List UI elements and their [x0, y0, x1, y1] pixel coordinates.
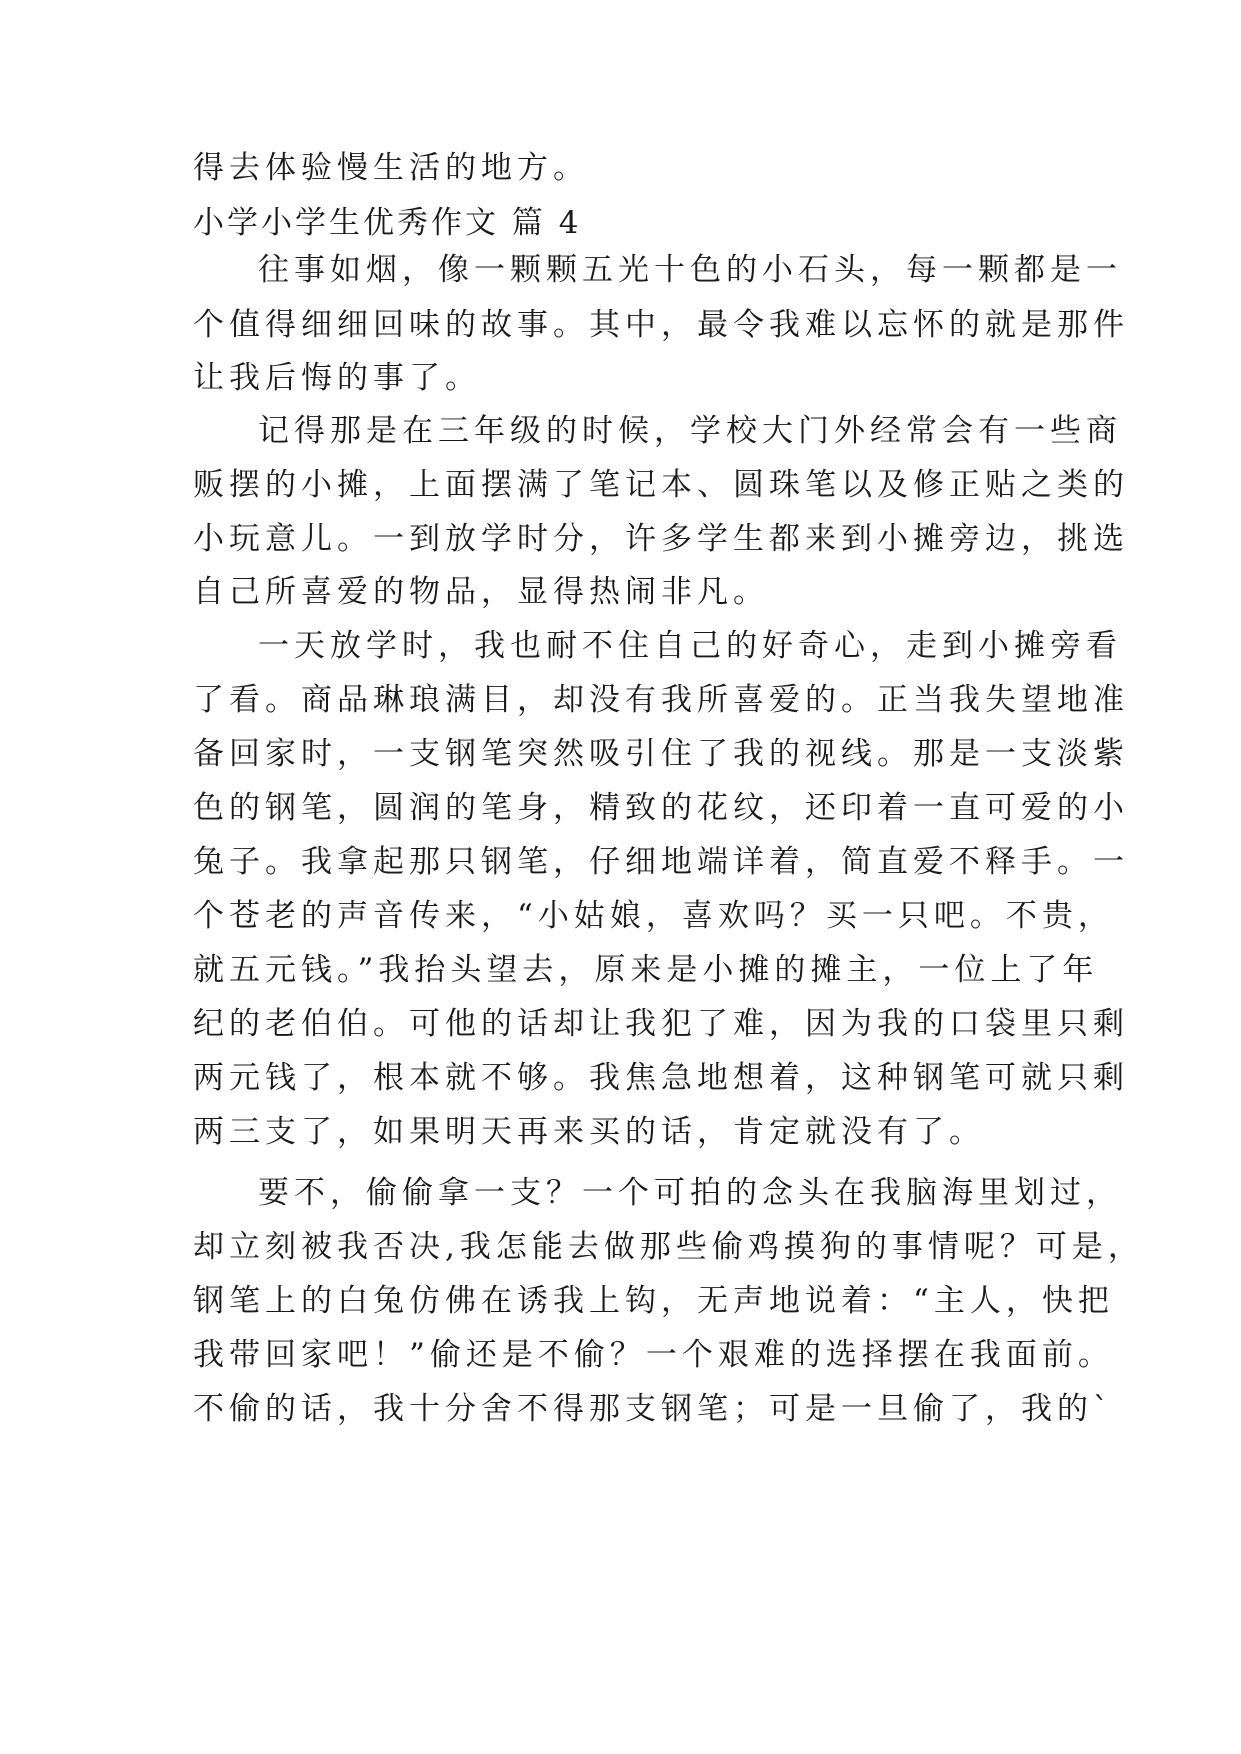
paragraph-1-line: 个值得细细回味的故事。其中，最令我难以忘怀的就是那件 — [193, 307, 1129, 343]
paragraph-2-line: 贩摆的小摊，上面摆满了笔记本、圆珠笔以及修正贴之类的 — [193, 467, 1129, 503]
paragraph-4-line: 却立刻被我否决,我怎能去做那些偷鸡摸狗的事情呢？可是， — [193, 1229, 1144, 1265]
paragraph-4-line: 我带回家吧！”偷还是不偷？一个艰难的选择摆在我面前。 — [193, 1337, 1114, 1373]
paragraph-3-line: 两元钱了，根本就不够。我焦急地想着，这种钢笔可就只剩 — [193, 1060, 1129, 1096]
paragraph-2-line: 小玩意儿。一到放学时分，许多学生都来到小摊旁边，挑选 — [193, 521, 1129, 557]
paragraph-4-line: 要不，偷偷拿一支？一个可拍的念头在我脑海里划过， — [258, 1175, 1122, 1211]
paragraph-3-line: 纪的老伯伯。可他的话却让我犯了难，因为我的口袋里只剩 — [193, 1006, 1129, 1042]
paragraph-3-line: 个苍老的声音传来，“小姑娘，喜欢吗？买一只吧。不贵， — [193, 898, 1114, 934]
paragraph-3-line: 色的钢笔，圆润的笔身，精致的花纹，还印着一直可爱的小 — [193, 790, 1129, 826]
paragraph-3-line: 了看。商品琳琅满目，却没有我所喜爱的。正当我失望地准 — [193, 682, 1129, 718]
paragraph-1-line: 让我后悔的事了。 — [193, 360, 481, 396]
paragraph-3-line: 一天放学时，我也耐不住自己的好奇心，走到小摊旁看 — [258, 628, 1122, 664]
paragraph-3-line: 两三支了，如果明天再来买的话，肯定就没有了。 — [193, 1114, 985, 1150]
paragraph-1-line: 往事如烟，像一颗颗五光十色的小石头，每一颗都是一 — [258, 252, 1122, 288]
paragraph-2-line: 记得那是在三年级的时候，学校大门外经常会有一些商 — [258, 413, 1122, 449]
paragraph-3-line: 备回家时，一支钢笔突然吸引住了我的视线。那是一支淡紫 — [193, 736, 1129, 772]
essay-heading: 小学小学生优秀作文 篇 4 — [193, 205, 582, 241]
paragraph-2-line: 自己所喜爱的物品，显得热闹非凡。 — [193, 574, 769, 610]
paragraph-3-line: 兔子。我拿起那只钢笔，仔细地端详着，简直爱不释手。一 — [193, 844, 1129, 880]
paragraph-3-line: 就五元钱。”我抬头望去，原来是小摊的摊主，一位上了年 — [193, 952, 1099, 988]
paragraph-4-line: 不偷的话，我十分舍不得那支钢笔；可是一旦偷了，我的` — [193, 1391, 1114, 1427]
text-line: 得去体验慢生活的地方。 — [193, 150, 589, 186]
paragraph-4-line: 钢笔上的白兔仿佛在诱我上钩，无声地说着：“主人，快把 — [193, 1283, 1114, 1319]
